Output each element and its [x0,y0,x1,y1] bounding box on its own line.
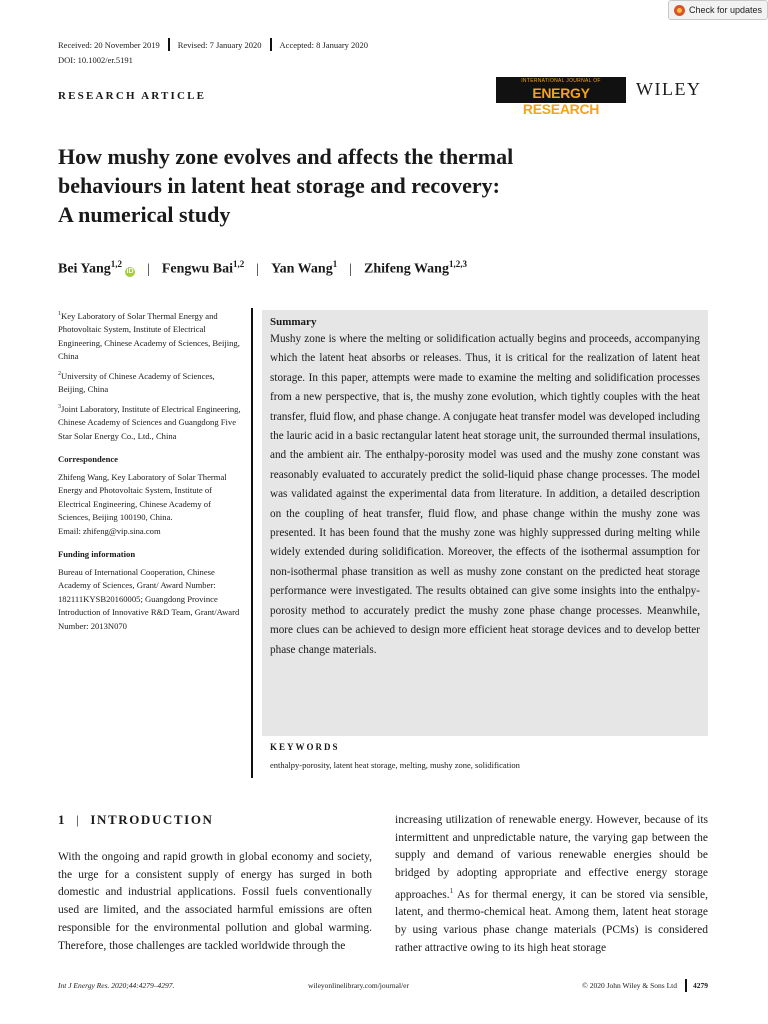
summary-box [262,310,708,736]
section-separator: | [76,812,81,827]
date-separator [270,38,272,51]
correspondence-heading: Correspondence [58,454,118,465]
summary-heading: Summary [270,316,317,328]
title-line: A numerical study [58,202,231,227]
author-separator: | [147,261,150,277]
footer-citation: Int J Energy Res. 2020;44:4279–4297. [58,981,175,990]
crossmark-icon [674,5,685,16]
keywords-text: enthalpy-porosity, latent heat storage, melting, mushy zone, solidification [270,760,520,770]
funding-text: Bureau of International Cooperation, Chinese Academy of Sciences, Grant/ Award Number: 182111KYSB20160005; Guangdong Province Introduction of Innovative R&D Team, Grant/Award Number: 2013N070 [58,566,240,631]
affiliation: $^2$University of Chinese Academy of Sciences, Beijing, China [58,370,215,395]
author[interactable]: Fengwu Bai$^{1,2}$ [161,259,245,277]
correspondence-text: Zhifeng Wang, Key Laboratory of Solar Thermal Energy and Photovoltaic System, Institute of Electrical Engineering, Chinese Academy of Sciences, Beijing 100190, China. [58,471,227,523]
article-type: RESEARCH ARTICLE [58,90,207,102]
title-line: How mushy zone evolves and affects the thermal [58,144,514,169]
check-for-updates-label: Check for updates [689,5,763,15]
affiliation: $^1$Key Laboratory of Solar Thermal Energy and Photovoltaic System, Institute of Electrical Engineering, Chinese Academy of Sciences, Beijing, China [58,310,240,362]
journal-logo-title: ENERGY RESEARCH [522,85,600,117]
funding-heading: Funding information [58,549,136,560]
introduction-right-column [395,812,708,957]
footer-url[interactable]: wileyonlinelibrary.com/journal/er [308,981,409,990]
introduction-left-column: With the ongoing and rapid growth in global economy and society, the urge for a consistent supply of energy has surged in both domestic and industrial applications. Fossil fuels conventionally used are limited, and the associated harmful emissions are often responsible for the environmental pollution and global warming. Therefore, those challenges are tackled worldwide through the [58,851,372,952]
correspondence-email[interactable]: Email: zhifeng@vip.sina.com [58,525,161,536]
check-for-updates-badge[interactable] [668,0,768,20]
column-divider [251,308,253,778]
intro-text-part: As for thermal energy, it can be stored via sensible, latent, and thermo-chemical heat. Among them, latent heat storage by using various phase change materials (PCMs) is considered rather attractive owing to its high heat storage [395,888,708,954]
citation-ref[interactable]: 1 [449,886,454,895]
received-date: Received: 20 November 2019 [58,39,160,50]
author-list [58,259,467,278]
date-separator [168,38,170,51]
journal-logo [496,77,626,117]
footer-separator [685,979,687,992]
author-separator: | [256,261,260,277]
section-number: 1 [58,812,67,827]
accepted-date: Accepted: 8 January 2020 [279,39,369,50]
section-title: INTRODUCTION [90,812,214,827]
side-column [58,308,243,637]
doi[interactable]: DOI: 10.1002/er.5191 [58,55,133,65]
revised-date: Revised: 7 January 2020 [177,39,262,50]
summary-text: Mushy zone is where the melting or solidification actually begins and proceeds, accompanying which the latent heat absorbs or releases. Thus, it is critical for the realization of latent heat storage. In this paper, attempts were made to examine the melting and solidification processes from a new perspective, that is, the mushy zone evolution, which tightly couples with the heat transfer, fluid flow, and phase change. A conjugate heat transfer model was developed including the lauric acid in a basic rectangular latent heat storage unit, the surrounded thermal insulations, and the ambient air. The enthalpy-porosity model was used and the mushy zone constant was reasonably evaluated to accurately predict the solid-liquid phase change processes. The model was validated against the experimental data from literature. In addition, a detailed description on the coupling of heat transfer, fluid flow, and phase change within the mushy zone was presented. It has been found that the mushy zone was highly suppressed during melting while widely extended during solidification. Moreover, the effects of the isothermal assumption for non-isothermal phase transition as well as mushy zone constant on the predicted heat storage performance were investigated. The results obtained can give some insights into the enthalpy-porosity method to accurately predict the mushy zone phase change processes. Meanwhile, more clues can be achieved to design more efficient heat storage devices and to develop better phase change materials. [270,333,700,656]
page-footer [58,979,708,992]
author[interactable]: Yan Wang$^1$ [271,259,338,277]
author[interactable]: Bei Yang$^{1,2}$ [58,259,123,277]
article-dates [58,38,368,51]
affiliation: $^3$Joint Laboratory, Institute of Electrical Engineering, Chinese Academy of Sciences and Guangdong Five Star Solar Energy Co., Ltd., China [58,403,241,441]
journal-logo-small-text: INTERNATIONAL JOURNAL OF [521,78,601,84]
orcid-icon[interactable]: iD [126,267,134,275]
keywords-heading: KEYWORDS [270,742,340,752]
title-line: behaviours in latent heat storage and recovery: [58,173,500,198]
footer-copyright: © 2020 John Wiley & Sons Ltd [582,981,677,990]
section-heading [58,812,214,828]
publisher-logo: WILEY [636,79,702,99]
page-number: 4279 [693,981,708,990]
intro-text-part: increasing utilization of renewable energy. However, because of its intermittent and unpredictable nature, the varying gap between the supply and demand of various renewable energies should be bridged by adopting appropriate and effective energy storage approaches. [395,814,708,901]
article-title [58,142,678,229]
author[interactable]: Zhifeng Wang$^{1,2,3}$ [364,259,467,277]
author-separator: | [349,261,353,277]
